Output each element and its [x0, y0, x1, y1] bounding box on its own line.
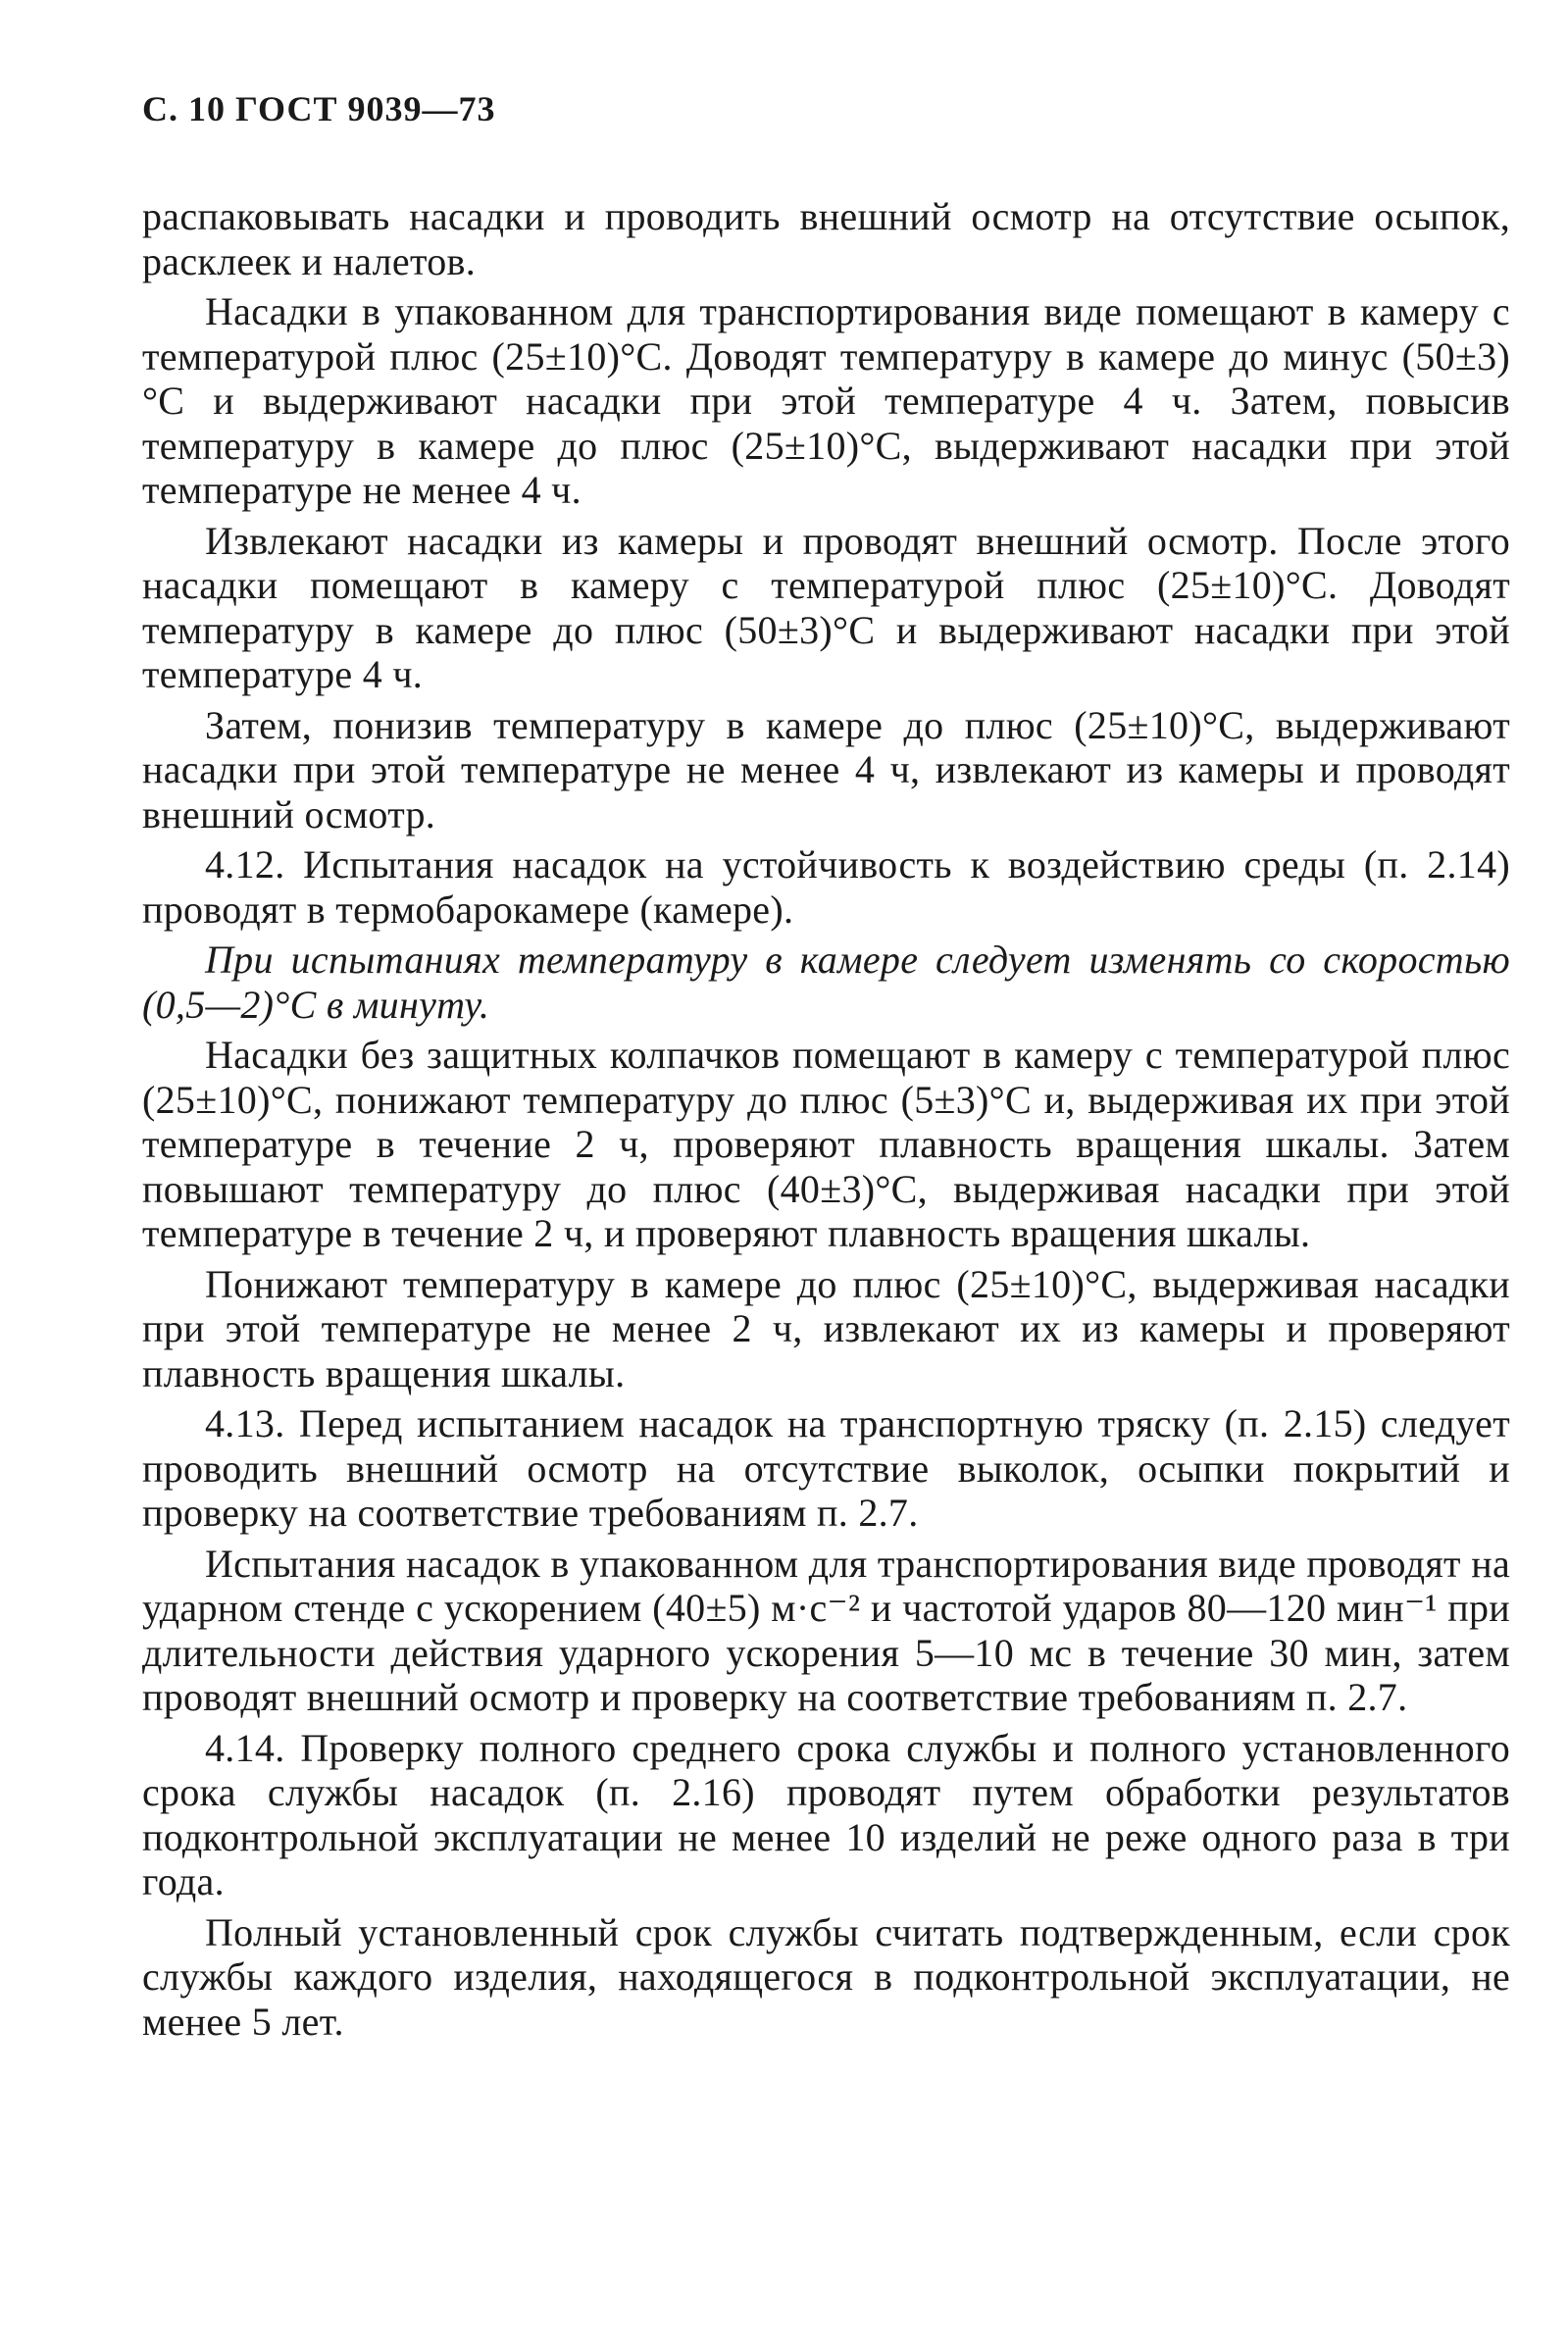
paragraph-cold-test: Насадки в упакованном для транспортирования виде помещают в камеру с температурой плюс (25±10)°С. Доводят температуру в камере до минус (50±3)°С и выдерживают насадки при этой температуре 4 ч. Затем, повысив температуру в камере до плюс (25±10)°С, выдерживают насадки при этой температуре не менее 4 ч.	[142, 289, 1510, 512]
paragraph-section-4-12: 4.12. Испытания насадок на устойчивость к воздействию среды (п. 2.14) проводят в термобарокамере (камере).	[142, 842, 1510, 932]
document-page	[142, 88, 1510, 2044]
paragraph-heat-test: Извлекают насадки из камеры и проводят внешний осмотр. После этого насадки помещают в камеру с температурой плюс (25±10)°С. Доводят температуру в камере до плюс (50±3)°С и выдерживают насадки при этой температуре 4 ч.	[142, 518, 1510, 696]
paragraph-scale-rotation-test: Насадки без защитных колпачков помещают в камеру с температурой плюс (25±10)°С, понижают температуру до плюс (5±3)°С и, выдерживая их при этой температуре в течение 2 ч, проверяют плавность вращения шкалы. Затем повышают температуру до плюс (40±3)°С, выдерживая насадки при этой температуре в течение 2 ч, и проверяют плавность вращения шкалы.	[142, 1033, 1510, 1255]
paragraph-continuation: распаковывать насадки и проводить внешний осмотр на отсутствие осыпок, расклеек и налетов.	[142, 194, 1510, 283]
paragraph-shock-test: Испытания насадок в упакованном для транспортирования виде проводят на ударном стенде с ускорением (40±5) м·с⁻² и частотой ударов 80—120 мин⁻¹ при длительности действия ударного ускорения 5—10 мс в течение 30 мин, затем проводят внешний осмотр и проверку на соответствие требованиям п. 2.7.	[142, 1541, 1510, 1719]
paragraph-section-4-13: 4.13. Перед испытанием насадок на транспортную тряску (п. 2.15) следует проводить внешний осмотр на отсутствие выколок, осыпки покрытий и проверку на соответствие требованиям п. 2.7.	[142, 1401, 1510, 1535]
paragraph-cooling-inspection: Затем, понизив температуру в камере до плюс (25±10)°С, выдерживают насадки при этой температуре не менее 4 ч, извлекают из камеры и проводят внешний осмотр.	[142, 702, 1510, 836]
document-body	[142, 194, 1510, 2044]
page-header: С. 10 ГОСТ 9039—73	[142, 89, 496, 128]
paragraph-rate-note: При испытаниях температуру в камере следует изменять со скоростью (0,5—2)°С в минуту.	[142, 937, 1510, 1027]
paragraph-section-4-14: 4.14. Проверку полного среднего срока службы и полного установленного срока службы насадок (п. 2.16) проводят путем обработки результатов подконтрольной эксплуатации не менее 10 изделий не реже одного раза в три года.	[142, 1725, 1510, 1903]
paragraph-service-life: Полный установленный срок службы считать подтвержденным, если срок службы каждого изделия, находящегося в подконтрольной эксплуатации, не менее 5 лет.	[142, 1909, 1510, 2044]
paragraph-scale-rotation-check: Понижают температуру в камере до плюс (25±10)°С, выдерживая насадки при этой температуре не менее 2 ч, извлекают их из камеры и проверяют плавность вращения шкалы.	[142, 1261, 1510, 1395]
